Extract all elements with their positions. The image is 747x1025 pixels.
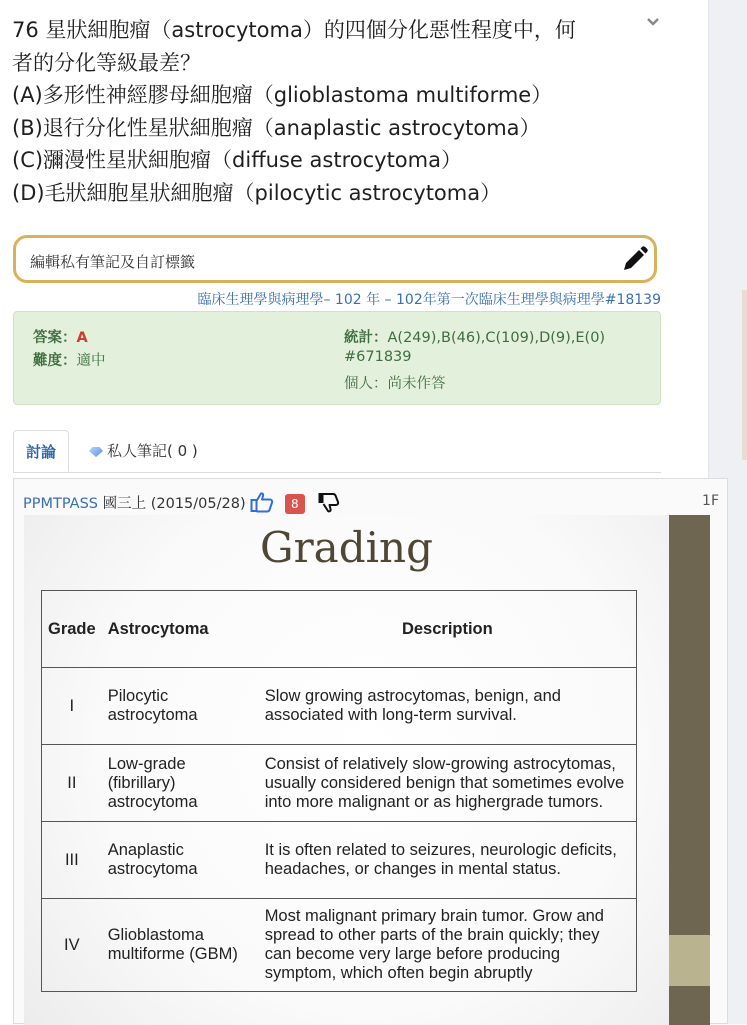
private-note-box[interactable] <box>13 235 657 283</box>
thumbs-up-icon[interactable] <box>250 491 274 513</box>
stats-key: 統計： <box>344 330 388 346</box>
astrocytoma-cell <box>102 668 259 745</box>
table-row <box>42 822 637 899</box>
table-row <box>42 668 637 745</box>
header-astrocytoma: Astrocytoma <box>102 591 259 668</box>
astrocytoma-cell <box>102 745 259 822</box>
slide-band-highlight <box>669 935 710 986</box>
astrocytoma-line: Glioblastoma <box>107 926 204 944</box>
tab-private-notes[interactable] <box>77 430 210 472</box>
astrocytoma-line: Low-grade <box>107 754 186 773</box>
personal-key: 個人： <box>344 376 388 392</box>
option-a: (A)多形性神經膠母細胞瘤（glioblastoma multiforme） <box>12 83 553 107</box>
personal-value: 尚未作答 <box>387 376 446 392</box>
answer-value: A <box>76 330 88 346</box>
description-line: headaches, or changes in mental status. <box>264 860 561 878</box>
post-header <box>23 491 341 514</box>
difficulty-key: 難度： <box>33 353 77 369</box>
pencil-icon[interactable] <box>618 244 650 276</box>
description-cell <box>259 668 637 745</box>
question-line-1: 76 星狀細胞瘤（astrocytoma）的四個分化惡性程度中，何 <box>12 18 576 42</box>
tab-discussion[interactable]: 討論 <box>13 430 69 472</box>
astrocytoma-line: astrocytoma <box>107 860 198 878</box>
chevron-down-icon[interactable] <box>642 14 664 36</box>
description-line: It is often related to seizures, neurologic deficits, <box>264 841 617 859</box>
astrocytoma-cell <box>102 899 259 992</box>
description-line: usually considered benign that sometimes evolve <box>264 773 625 792</box>
question-text <box>12 14 652 209</box>
slide-side-band <box>669 515 710 1025</box>
astrocytoma-line: (fibrillary) <box>107 773 176 792</box>
description-line: into more malignant or as highergrade tumors. <box>264 792 604 811</box>
diamond-icon <box>89 447 103 457</box>
grade-cell: IV <box>42 899 102 992</box>
post-grade-date: 國三上 (2015/05/28) <box>102 496 246 512</box>
astrocytoma-line: Anaplastic <box>107 841 184 859</box>
description-line: spread to other parts of the brain quickly; they <box>264 926 600 944</box>
description-line: symptom, which often begin abruptly <box>264 964 533 982</box>
grade-cell: II <box>42 745 102 822</box>
description-line: can become very large before producing <box>264 945 561 963</box>
grading-table <box>41 590 637 992</box>
description-cell <box>259 745 637 822</box>
astrocytoma-cell <box>102 822 259 899</box>
tab-private-notes-label: 私人筆記( 0 ) <box>107 442 198 460</box>
source-link[interactable]: 臨床生理學與病理學– 102 年 – 102年第一次臨床生理學與病理學#18139 <box>197 292 661 308</box>
header-description: Description <box>259 591 637 668</box>
gutter-strip <box>742 290 747 460</box>
table-row <box>42 745 637 822</box>
question-id: #671839 <box>344 349 412 365</box>
description-line: Slow growing astrocytomas, benign, and <box>264 687 561 705</box>
astrocytoma-line: astrocytoma <box>107 792 198 811</box>
grade-cell: I <box>42 668 102 745</box>
option-d: (D)毛狀細胞星狀細胞瘤（pilocytic astrocytoma） <box>12 180 502 205</box>
astrocytoma-line: astrocytoma <box>107 706 198 724</box>
option-b: (B)退行分化性星狀細胞瘤（anaplastic astrocytoma） <box>12 115 541 140</box>
difficulty-value: 適中 <box>76 353 106 369</box>
astrocytoma-line: multiforme (GBM) <box>107 945 238 963</box>
grading-table-header <box>42 591 637 668</box>
note-box-label: 編輯私有筆記及自訂標籤 <box>30 253 196 271</box>
post-floor: 1F <box>702 493 719 509</box>
tab-bar <box>13 430 661 473</box>
description-cell <box>259 899 637 992</box>
answer-panel <box>13 311 661 405</box>
description-line: Consist of relatively slow-growing astrocytomas, <box>264 754 616 773</box>
discussion-post <box>13 478 728 1024</box>
astrocytoma-line: Pilocytic <box>107 687 169 705</box>
post-username[interactable]: PPMTPASS <box>23 496 98 512</box>
description-line: associated with long-term survival. <box>264 706 517 724</box>
slide-title: Grading <box>260 523 433 572</box>
like-count-badge: 8 <box>285 494 305 514</box>
grade-cell: III <box>42 822 102 899</box>
header-grade: Grade <box>42 591 102 668</box>
question-line-2: 者的分化等級最差？ <box>12 50 201 75</box>
description-cell <box>259 822 637 899</box>
description-line: Most malignant primary brain tumor. Grow and <box>264 907 604 925</box>
answer-key: 答案： <box>33 330 77 346</box>
option-c: (C)瀰漫性星狀細胞瘤（diffuse astrocytoma） <box>12 148 462 172</box>
table-row <box>42 899 637 992</box>
stats-value: A(249),B(46),C(109),D(9),E(0) <box>387 330 606 346</box>
thumbs-down-icon[interactable] <box>317 491 341 513</box>
grading-slide-image <box>24 515 710 1025</box>
